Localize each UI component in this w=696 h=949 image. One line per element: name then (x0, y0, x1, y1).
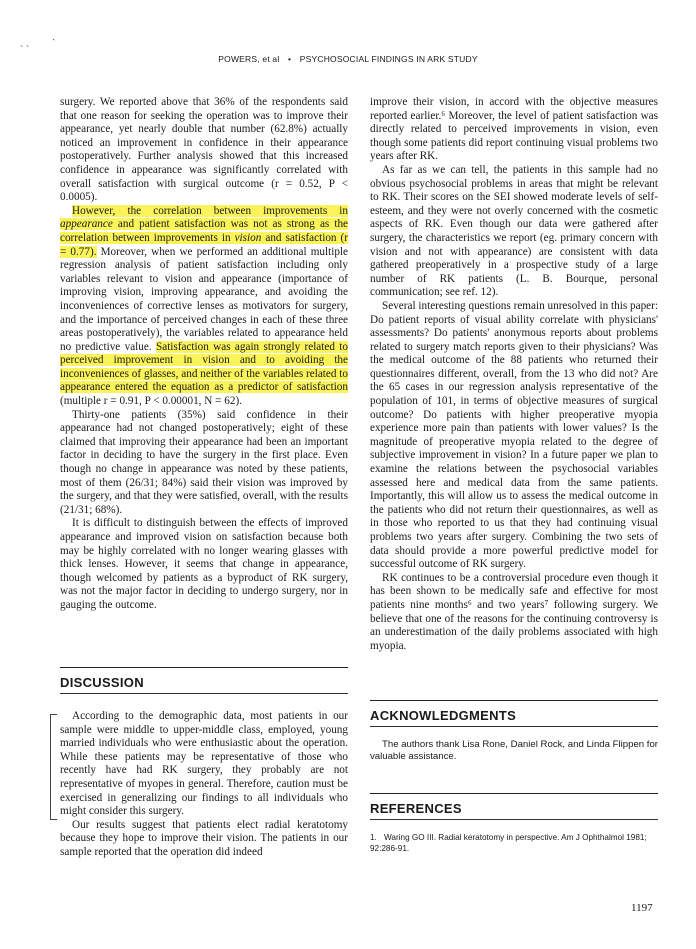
left-column (60, 96, 348, 613)
page-number: 1197 (631, 902, 653, 914)
paragraph: However, the correlation between improvements in appearance and patient satisfaction was not as strong as the correlation between improvements in vision and satisfaction (r = 0.77). Moreover, when we performed an additional multiple regression analysis of patient satisfaction including only variables relevant to vision and appearance (importance of improving vision, improving appearance, and avoiding the inconveniences of corrective lenses as motivators for surgery, and the importance of perceived changes in each of these three areas postoperatively), the variables related to appearance held no predictive value. Satisfaction was again strongly related to perceived improvement in vision and to avoiding the inconveniences of glasses, and neither of the variables related to appearance entered the equation as a predictor of satisfaction (multiple r = 0.91, P < 0.00001, N = 62). (60, 204, 348, 408)
references-list (370, 832, 658, 854)
section-rule (370, 819, 658, 820)
section-rule (60, 693, 348, 694)
paragraph: It is difficult to distinguish between the effects of improved appearance and improved vision on satisfaction because both may be highly correlated with no longer wearing glasses with thick lenses. However, it seems that change in appearance, though welcomed by patients as a byproduct of RK surgery, was not the major factor in deciding to undergo surgery, nor in gauging the outcome. (60, 517, 348, 611)
emphasis-vision: vision (234, 231, 262, 244)
highlighted-text: Satisfaction was again strongly related to perceived improvement in vision and to avoiding the inconveniences of glasses, and neither of the variables related to appearance entered the equation as a predictor of satisfaction (60, 340, 348, 394)
emphasis-appearance: appearance (60, 218, 113, 231)
paragraph: Several interesting questions remain unresolved in this paper: Do patient reports of visual ability correlate with physicians' assessments? Do patients' anonymous reports about problems related to surgery match reports given to their physicians? Was the medical outcome of the 88 patients who returned their questionnaires different, overall, from the 13 who did not? Are the 65 cases in our regression analysis representative of the population of 101, in terms of objective measures of surgical outcome? Do patients with higher preoperative myopia experience more pain than patients with lower values? Is the magnitude of preoperative myopia related to the degree of subjective improvement in vision? In a future paper we plan to examine the relations between the psychosocial variables assessed here and medical data from the same patients. Importantly, this will allow us to assess the medical outcome in the patients who did not return their questionnaires, as well as in those who reported to us that they had continuing visual problems two years after surgery. Combining the two sets of data should provide a more powerful predictive model for successful outcome of RK surgery. (370, 299, 658, 571)
discussion-text (60, 710, 348, 860)
section-rule (370, 726, 658, 727)
paragraph: According to the demographic data, most patients in our sample were middle to upper-middle class, employed, young married individuals who were enthusiastic about the operation. While these patients may be representative of those who recently have had RK surgery, they probably are not representative of myopes in general. Therefore, caution must be exercised in generalizing our findings to all individuals who might consider this surgery. (60, 710, 348, 818)
scan-speck: ˏ (52, 30, 56, 41)
acknowledgments-text: The authors thank Lisa Rone, Daniel Rock, and Linda Flippen for valuable assistance. (370, 739, 658, 763)
section-rule (370, 793, 658, 794)
references-heading: REFERENCES (370, 801, 462, 816)
section-rule (370, 700, 658, 701)
right-column (370, 96, 658, 653)
reference-item (370, 832, 658, 854)
running-head-authors: POWERS, et al (218, 54, 280, 64)
paragraph: Thirty-one patients (35%) said confidence in their appearance had not changed postoperatively; eight of these claimed that improving their appearance had been an important factor in deciding to have the surgery in the first place. Even though no change in appearance was noted by these patients, most of them (26/31; 84%) said their vision was improved by the surgery, and that they were satisfied, overall, with the results (21/31; 68%). (60, 408, 348, 516)
paragraph: surgery. We reported above that 36% of the respondents said that one reason for seeking the operation was to improve their appearance, yet nearly double that number (62.8%) actually noticed an improvement in confidence in their appearance postoperatively. Further analysis showed that this increased confidence in appearance was significantly correlated with overall satisfaction with surgical outcome (r = 0.52, P < 0.0005). (60, 96, 348, 204)
running-head-bullet: • (288, 54, 292, 64)
reference-text: Waring GO III. Radial keratotomy in perspective. Am J Ophthalmol 1981; 92:286-91. (370, 833, 647, 853)
paragraph: Our results suggest that patients elect radial keratotomy because they hope to improve their vision. The patients in our sample reported that the operation did indeed (60, 818, 348, 858)
paragraph: improve their vision, in accord with the objective measures reported earlier.⁶ Moreover, the level of patient satisfaction was directly related to perceived improvements in vision, even though some patients did report continuing visual problems two years after RK. (370, 96, 658, 163)
discussion-heading: DISCUSSION (60, 675, 144, 690)
section-rule (60, 667, 348, 668)
paragraph: As far as we can tell, the patients in this sample had no obvious psychosocial problems in areas that might be relevant to RK. Their scores on the SEI showed moderate levels of self-esteem, and they were not overly concerned with the cosmetic aspects of RK. Even though our data were gathered after surgery, the characteristics we report (eg. primary concern with vision and not with appearance) are consistent with data gathered preoperatively in a prospective study of a large number of RK patients (L. B. Bourque, personal communication; see ref. 12). (370, 163, 658, 299)
scan-speck: ˴ ˴ (20, 40, 30, 51)
highlighted-text: However, the correlation between improvements in appearance and patient satisfaction was not as strong as the correlation between improvements in vision and satisfaction (r = 0.77). (60, 204, 348, 258)
reference-number: 1. (370, 833, 377, 842)
paragraph: RK continues to be a controversial procedure even though it has been shown to be medically safe and effective for most patients nine months⁶ and two years⁷ following surgery. We believe that one of the reasons for the continuing controversy is an underestimation of the daily problems associated with high myopia. (370, 571, 658, 652)
acknowledgments-heading: ACKNOWLEDGMENTS (370, 708, 517, 723)
running-head (0, 54, 696, 64)
running-head-title: PSYCHOSOCIAL FINDINGS IN ARK STUDY (299, 54, 478, 64)
margin-bracket-annotation (50, 714, 57, 820)
